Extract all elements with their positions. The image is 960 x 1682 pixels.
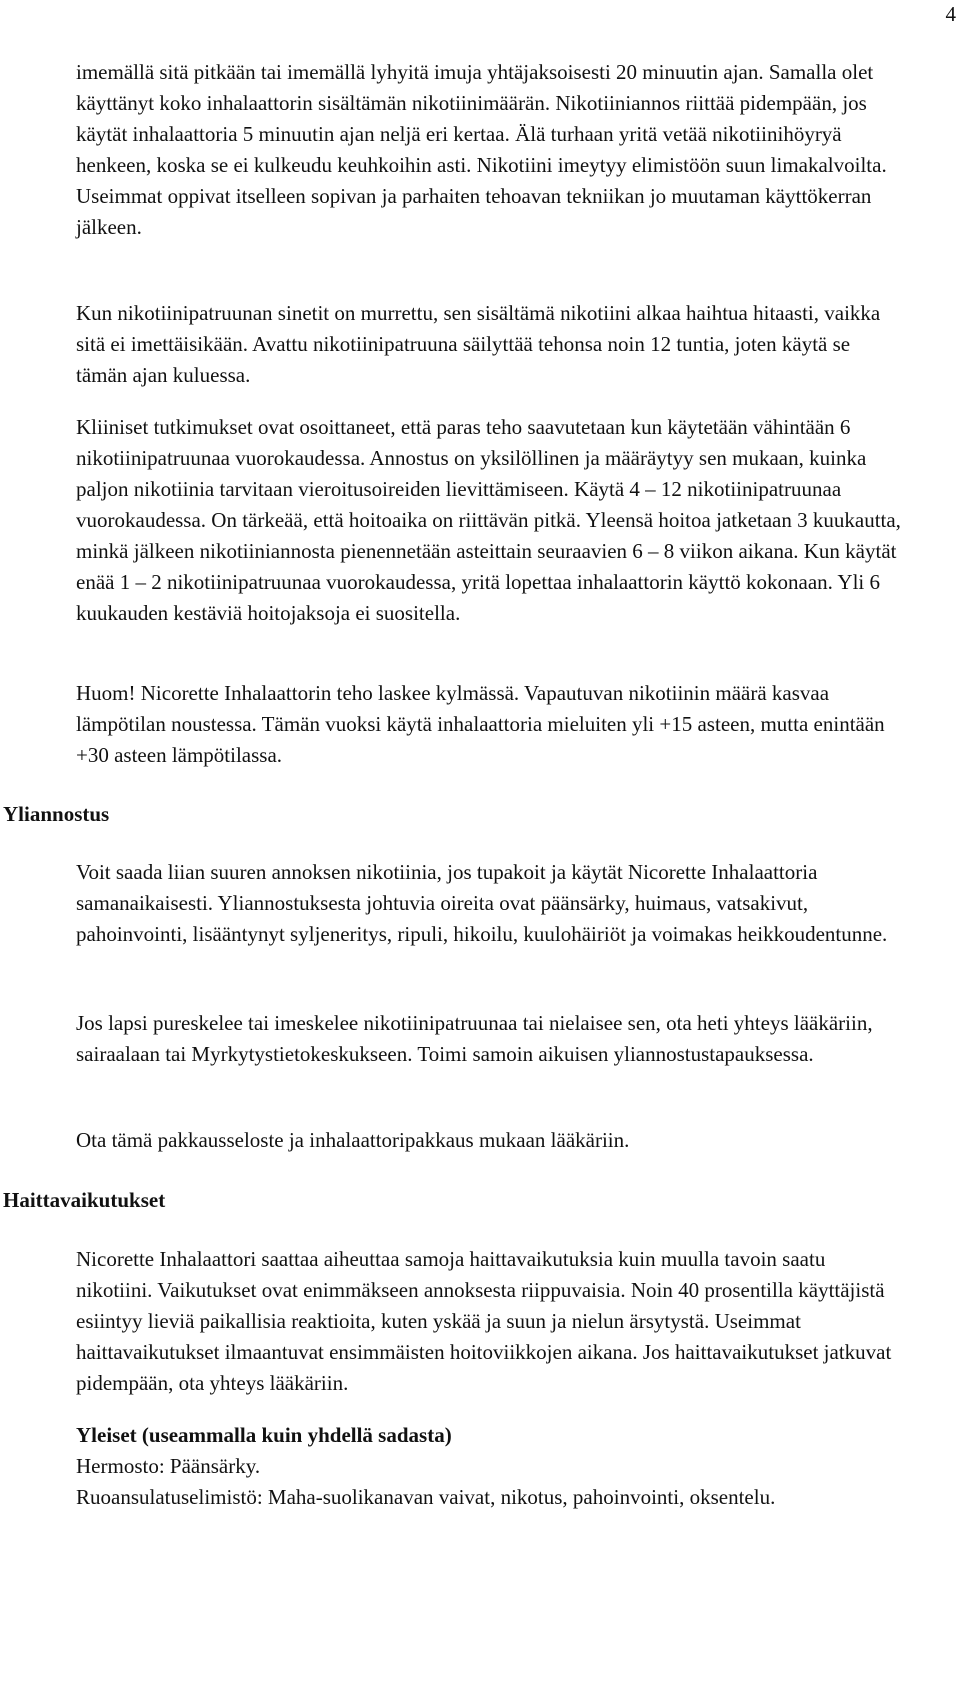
common-side-effect-item: Hermosto: Päänsärky. (76, 1454, 261, 1478)
side-effects-paragraph: Nicorette Inhalaattori saattaa aiheuttaa samoja haittavaikutuksia kuin muulla tavoin saatu nikotiini. Vaikutukset ovat enimmäkseen annoksesta riippuvaisia. Noin 40 prosentilla käyttäjistä esiintyy lieviä paikallisia reaktioita, kuten yskää ja suun ja nielun ärsytystä. Useimmat haittavaikutukset ilmaantuvat ensimmäisten hoitoviikkojen aikana. Jos haittavaikutukset jatkuvat pidempään, ota yhteys lääkäriin. (76, 1247, 892, 1395)
overdose-paragraph-2: Jos lapsi pureskelee tai imeskelee nikotiinipatruunaa tai nielaisee sen, ota heti yhteys lääkäriin, sairaalaan tai Myrkytystietokeskukseen. Toimi samoin aikuisen yliannostustapauksessa. (76, 1011, 873, 1066)
intro-paragraph-4: Huom! Nicorette Inhalaattorin teho laskee kylmässä. Vapautuvan nikotiinin määrä kasvaa lämpötilan noustessa. Tämän vuoksi käytä inhalaattoria mieluiten yli +15 asteen, mutta enintään +30 asteen lämpötilassa. (76, 681, 885, 767)
common-side-effects (76, 1420, 906, 1513)
side-effects-heading: Haittavaikutukset (3, 1188, 166, 1212)
overdose-heading: Yliannostus (3, 802, 110, 826)
overdose-paragraph-1: Voit saada liian suuren annoksen nikotiinia, jos tupakoit ja käytät Nicorette Inhalaattoria samanaikaisesti. Yliannostuksesta johtuvia oireita ovat päänsärky, huimaus, vatsakivut, pahoinvointi, lisääntynyt syljeneritys, ripuli, hikoilu, kuulohäiriöt ja voimakas heikkoudentunne. (76, 860, 888, 946)
page-number: 4 (945, 2, 956, 26)
intro-paragraph-1: imemällä sitä pitkään tai imemällä lyhyitä imuja yhtäjaksoisesti 20 minuutin ajan. Samalla olet käyttänyt koko inhalaattorin sisältämän nikotiinimäärän. Nikotiiniannos riittää pidempään, jos käytät inhalaattoria 5 minuutin ajan neljä eri kertaa. Älä turhaan yritä vetää nikotiinihöyryä henkeen, koska se ei kulkeudu keuhkoihin asti. Nikotiini imeytyy elimistöön suun limakalvoilta. Useimmat oppivat itselleen sopivan ja parhaiten tehoavan tekniikan jo muutaman käyttökerran jälkeen. (76, 60, 887, 239)
common-side-effect-item: Ruoansulatuselimistö: Maha-suolikanavan vaivat, nikotus, pahoinvointi, oksentelu. (76, 1485, 776, 1509)
intro-paragraph-2: Kun nikotiinipatruunan sinetit on murrettu, sen sisältämä nikotiini alkaa haihtua hitaasti, vaikka sitä ei imettäisikään. Avattu nikotiinipatruuna säilyttää tehonsa noin 12 tuntia, joten käytä se tämän ajan kuluessa. (76, 301, 881, 387)
intro-paragraph-3: Kliiniset tutkimukset ovat osoittaneet, että paras teho saavutetaan kun käytetään vähintään 6 nikotiinipatruunaa vuorokaudessa. Annostus on yksilöllinen ja määräytyy sen mukaan, kuinka paljon nikotiinia tarvitaan vieroitusoireiden lievittämiseen. Käytä 4 – 12 nikotiinipatruunaa vuorokaudessa. On tärkeää, että hoitoaika on riittävän pitkä. Yleensä hoitoa jatketaan 3 kuukautta, minkä jälkeen nikotiiniannosta pienennetään asteittain seuraavien 6 – 8 viikon aikana. Kun käytät enää 1 – 2 nikotiinipatruunaa vuorokaudessa, yritä lopettaa inhalaattorin käyttö kokonaan. Yli 6 kuukauden kestäviä hoitojaksoja ei suositella. (76, 415, 901, 625)
overdose-paragraph-3: Ota tämä pakkausseloste ja inhalaattoripakkaus mukaan lääkäriin. (76, 1128, 630, 1152)
common-side-effects-heading: Yleiset (useammalla kuin yhdellä sadasta) (76, 1423, 452, 1447)
